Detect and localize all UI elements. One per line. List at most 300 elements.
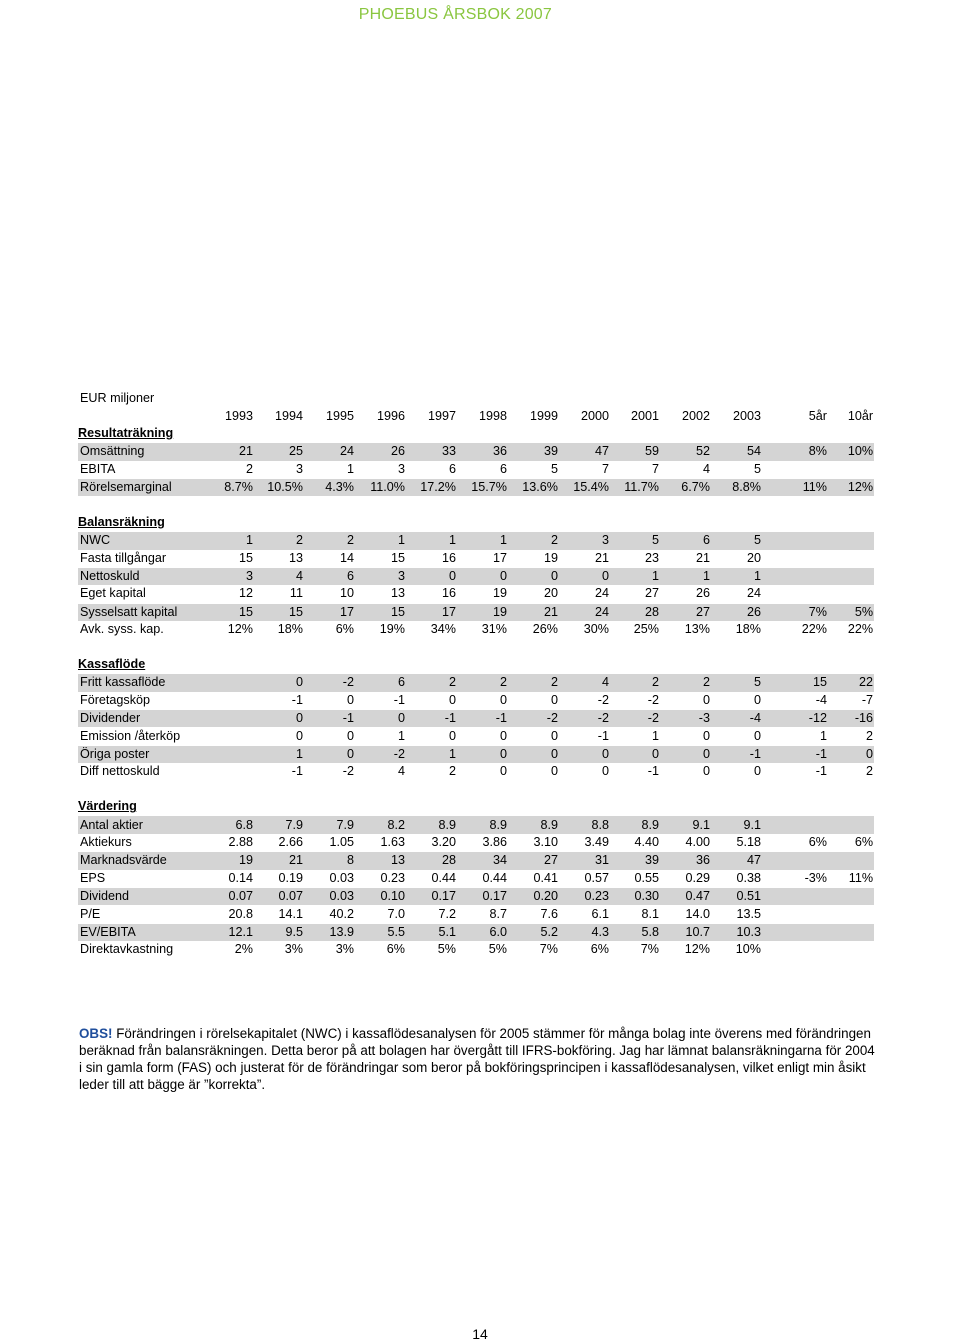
table-row — [78, 816, 874, 834]
table-cell: -2 — [508, 710, 559, 728]
unit-label: EUR miljoner — [80, 391, 155, 406]
table-cell — [828, 550, 874, 568]
table-cell: 47 — [711, 852, 762, 870]
table-cell: 0 — [753, 728, 761, 743]
table-cell: 5% — [828, 603, 874, 621]
table-cell: -1 — [597, 728, 609, 743]
table-cell: 15 — [238, 550, 253, 565]
table-cell: 1.63 — [380, 834, 405, 849]
table-cell: 0 — [559, 745, 610, 763]
table-cell: -12 — [762, 710, 828, 728]
row-label: Direktavkastning — [80, 942, 174, 957]
table-cell: 0.07 — [254, 887, 304, 905]
table-cell: 21 — [196, 443, 254, 461]
table-cell: 13% — [684, 622, 710, 637]
table-cell: 10.7 — [660, 923, 711, 941]
table-cell: 1 — [355, 532, 406, 550]
table-cell: 1 — [610, 567, 660, 585]
table-cell: 26 — [695, 586, 710, 601]
table-cell: 3.86 — [482, 834, 507, 849]
column-header: 10år — [847, 408, 874, 423]
row-label: Dividend — [78, 887, 196, 905]
table-cell: 0.20 — [508, 887, 559, 905]
section-title: Kassaflöde — [78, 657, 146, 672]
section-title-row — [78, 425, 874, 443]
row-label: Diff nettoskuld — [80, 764, 160, 779]
table-cell: 15 — [762, 674, 828, 692]
table-cell: 0.23 — [559, 887, 610, 905]
table-cell: 3% — [284, 942, 303, 957]
table-cell: 26 — [711, 603, 762, 621]
table-cell: 0.57 — [584, 870, 609, 885]
table-cell: 6% — [335, 622, 354, 637]
table-cell: 10 — [339, 586, 354, 601]
table-cell: 15.7% — [457, 478, 508, 496]
table-cell: 6% — [386, 942, 405, 957]
table-cell: 3% — [335, 942, 354, 957]
table-cell: 0 — [254, 674, 304, 692]
column-header: 1997 — [427, 408, 456, 423]
table-cell: -2 — [342, 764, 354, 779]
table-cell: 0 — [702, 764, 710, 779]
table-row — [78, 478, 874, 496]
table-cell: 27 — [508, 852, 559, 870]
table-cell: 11.7% — [610, 478, 660, 496]
table-cell: 27 — [644, 586, 659, 601]
row-label: Nettoskuld — [78, 567, 196, 585]
table-cell — [196, 710, 254, 728]
table-row — [78, 532, 874, 550]
table-cell: 10% — [735, 942, 761, 957]
table-row — [78, 621, 874, 638]
table-cell: 17 — [406, 603, 457, 621]
table-cell: -1 — [647, 764, 659, 779]
table-cell: 4 — [559, 674, 610, 692]
table-cell: -1 — [291, 764, 303, 779]
column-header: 1995 — [325, 408, 354, 423]
table-cell: 0 — [346, 692, 354, 707]
table-cell — [762, 852, 828, 870]
table-cell: 7% — [539, 942, 558, 957]
table-cell: -1 — [406, 710, 457, 728]
table-cell — [762, 585, 828, 603]
table-cell: 3 — [397, 461, 405, 476]
table-row — [78, 745, 874, 763]
table-cell: 5 — [711, 674, 762, 692]
table-cell: 12 — [238, 586, 253, 601]
table-cell: 5% — [488, 942, 507, 957]
table-cell: -16 — [828, 710, 874, 728]
table-row — [78, 674, 874, 692]
table-row — [78, 905, 874, 923]
table-cell: 0 — [508, 745, 559, 763]
table-cell: 6% — [590, 942, 609, 957]
table-cell: 1 — [346, 461, 354, 476]
table-cell: 10.3 — [711, 923, 762, 941]
table-cell: 0.44 — [431, 870, 456, 885]
table-cell: 11.0% — [355, 478, 406, 496]
row-label: Omsättning — [78, 443, 196, 461]
table-cell: 54 — [711, 443, 762, 461]
table-cell: 6 — [499, 461, 507, 476]
table-cell: 8.8% — [711, 478, 762, 496]
table-cell: 20.8 — [228, 906, 253, 921]
table-cell: 0 — [550, 692, 558, 707]
table-cell: 34 — [457, 852, 508, 870]
table-cell: 13 — [288, 550, 303, 565]
table-cell — [762, 905, 828, 923]
table-cell: -1 — [711, 745, 762, 763]
table-cell: 28 — [610, 603, 660, 621]
table-row — [78, 443, 874, 461]
table-cell: 0.10 — [355, 887, 406, 905]
row-label: EV/EBITA — [78, 923, 196, 941]
table-cell: 0 — [601, 764, 609, 779]
table-cell: 1 — [711, 567, 762, 585]
table-cell: 0 — [406, 567, 457, 585]
table-cell: 24 — [304, 443, 355, 461]
table-cell: 25 — [254, 443, 304, 461]
table-cell: 31% — [481, 622, 507, 637]
row-label: Antal aktier — [78, 816, 196, 834]
table-cell: 6.0 — [457, 923, 508, 941]
table-cell: 3 — [355, 567, 406, 585]
table-cell: 15 — [390, 550, 405, 565]
table-cell: 8 — [304, 852, 355, 870]
table-cell: 19% — [379, 622, 405, 637]
table-cell: -2 — [647, 692, 659, 707]
table-cell: 6% — [854, 834, 874, 849]
table-cell: 8.7% — [196, 478, 254, 496]
row-label: Avk. syss. kap. — [80, 622, 164, 637]
column-header: 1998 — [478, 408, 507, 423]
table-cell: 2 — [866, 728, 874, 743]
table-cell — [828, 852, 874, 870]
table-cell: 20 — [543, 586, 558, 601]
table-cell: 6% — [808, 834, 827, 849]
table-cell: 7.9 — [304, 816, 355, 834]
table-cell: 30% — [583, 622, 609, 637]
table-cell: 0 — [610, 745, 660, 763]
table-cell: -1 — [291, 692, 303, 707]
table-cell: 2 — [508, 532, 559, 550]
table-cell: -3 — [660, 710, 711, 728]
table-cell: 16 — [441, 550, 456, 565]
table-row — [78, 834, 874, 852]
table-cell: -4 — [815, 692, 827, 707]
table-cell: 6.1 — [591, 906, 609, 921]
table-cell: 14.0 — [685, 906, 710, 921]
row-label: Aktiekurs — [80, 834, 132, 849]
table-cell: 0 — [254, 710, 304, 728]
row-label: NWC — [78, 532, 196, 550]
table-cell: 2 — [304, 532, 355, 550]
table-cell: 7% — [640, 942, 659, 957]
table-cell: 6 — [304, 567, 355, 585]
table-cell: -1 — [457, 710, 508, 728]
table-cell: 17 — [492, 550, 507, 565]
table-row — [78, 567, 874, 585]
table-cell: 47 — [559, 443, 610, 461]
table-cell: 6.8 — [196, 816, 254, 834]
table-cell: 7% — [762, 603, 828, 621]
table-cell: 3 — [196, 567, 254, 585]
row-label: EBITA — [80, 461, 116, 476]
table-cell: 5 — [610, 532, 660, 550]
table-cell: 8.9 — [457, 816, 508, 834]
table-cell: 8% — [762, 443, 828, 461]
table-cell — [196, 692, 254, 710]
table-cell: 7.9 — [254, 816, 304, 834]
table-cell: 11% — [762, 478, 828, 496]
row-label: Marknadsvärde — [78, 852, 196, 870]
table-cell — [828, 461, 874, 479]
table-row — [78, 941, 874, 958]
table-cell: 21 — [508, 603, 559, 621]
table-cell — [762, 941, 828, 958]
table-cell: 33 — [406, 443, 457, 461]
row-label: Öriga poster — [78, 745, 196, 763]
table-cell: 0 — [753, 692, 761, 707]
row-label: Eget kapital — [80, 586, 146, 601]
table-cell: -1 — [304, 710, 355, 728]
table-cell: 13.9 — [304, 923, 355, 941]
table-cell: 8.2 — [355, 816, 406, 834]
table-cell: 0 — [499, 692, 507, 707]
table-cell: -2 — [610, 710, 660, 728]
table-cell: 39 — [610, 852, 660, 870]
table-cell: 0.14 — [228, 870, 253, 885]
table-cell — [196, 674, 254, 692]
table-cell: 6.7% — [660, 478, 711, 496]
table-cell — [828, 905, 874, 923]
table-cell — [196, 727, 254, 745]
table-cell: 0.07 — [196, 887, 254, 905]
table-cell: 18% — [277, 622, 303, 637]
table-row — [78, 923, 874, 941]
table-cell: 19 — [196, 852, 254, 870]
table-cell — [762, 461, 828, 479]
table-cell: 4.3 — [559, 923, 610, 941]
table-cell: 11 — [289, 586, 303, 601]
table-cell: 2 — [610, 674, 660, 692]
table-cell: 18% — [735, 622, 761, 637]
table-cell: 19 — [543, 550, 558, 565]
table-cell: 2 — [660, 674, 711, 692]
table-cell: 0 — [660, 745, 711, 763]
financial-table — [78, 390, 874, 959]
table-cell: -2 — [355, 745, 406, 763]
section-title: Balansräkning — [78, 514, 165, 529]
table-cell: 1 — [254, 745, 304, 763]
table-cell: 0.55 — [634, 870, 659, 885]
column-header: 1994 — [274, 408, 303, 423]
table-cell: 7 — [651, 461, 659, 476]
table-cell: 0 — [448, 692, 456, 707]
page-header-title: PHOEBUS ÅRSBOK 2007 — [358, 6, 552, 23]
table-cell: 0.30 — [610, 887, 660, 905]
table-cell: 22 — [828, 674, 874, 692]
table-cell: 0.44 — [482, 870, 507, 885]
table-cell: 9.1 — [711, 816, 762, 834]
table-cell: 19 — [457, 603, 508, 621]
table-cell: 15 — [254, 603, 304, 621]
table-cell: 52 — [660, 443, 711, 461]
table-cell: 0 — [346, 728, 354, 743]
table-cell: -1 — [762, 745, 828, 763]
table-cell: 13 — [390, 586, 405, 601]
table-cell: 2 — [448, 764, 456, 779]
table-cell: 2 — [866, 764, 874, 779]
section-title: Resultaträkning — [78, 425, 174, 440]
table-cell: 0 — [457, 745, 508, 763]
table-cell: 6 — [355, 674, 406, 692]
table-row — [78, 852, 874, 870]
table-cell: 0.17 — [457, 887, 508, 905]
table-cell: 15.4% — [559, 478, 610, 496]
table-cell: 0.29 — [685, 870, 710, 885]
table-cell: 11% — [848, 870, 874, 885]
row-label: Företagsköp — [80, 692, 151, 707]
table-cell: 3.49 — [584, 834, 609, 849]
table-row — [78, 550, 874, 568]
table-cell: 2 — [406, 674, 457, 692]
column-header: 2001 — [630, 408, 659, 423]
table-cell — [762, 532, 828, 550]
table-row — [78, 887, 874, 905]
table-cell: 23 — [644, 550, 659, 565]
table-cell — [828, 941, 874, 958]
table-cell: 0.03 — [304, 887, 355, 905]
header-blank — [78, 407, 196, 424]
table-cell: 13.6% — [508, 478, 559, 496]
table-cell: 24 — [594, 586, 609, 601]
table-row — [78, 692, 874, 710]
table-cell: 21 — [254, 852, 304, 870]
table-cell: 0.41 — [533, 870, 558, 885]
table-cell: 7.2 — [438, 906, 456, 921]
row-label: Emission /återköp — [80, 728, 181, 743]
table-cell: 21 — [695, 550, 710, 565]
table-cell: -2 — [304, 674, 355, 692]
note-label: OBS! — [79, 1026, 113, 1041]
table-cell: 3 — [559, 532, 610, 550]
table-cell: 0 — [702, 728, 710, 743]
table-cell: 4 — [702, 461, 710, 476]
column-header: 1999 — [529, 408, 558, 423]
table-cell: 1 — [406, 532, 457, 550]
table-cell: 12% — [828, 478, 874, 496]
table-cell: 36 — [457, 443, 508, 461]
section-title-row — [78, 798, 874, 816]
table-cell — [762, 550, 828, 568]
table-cell: 2 — [254, 532, 304, 550]
table-cell: 0.03 — [329, 870, 354, 885]
table-cell: 7.6 — [540, 906, 558, 921]
table-cell: 3.10 — [533, 834, 558, 849]
table-cell: 0.38 — [736, 870, 761, 885]
unit-row — [78, 390, 874, 407]
table-cell: 2.66 — [278, 834, 303, 849]
table-cell: 3.20 — [431, 834, 456, 849]
table-cell — [196, 745, 254, 763]
table-cell: 0 — [550, 728, 558, 743]
table-cell: 2 — [508, 674, 559, 692]
table-cell: 19 — [492, 586, 507, 601]
table-cell: 5 — [550, 461, 558, 476]
table-cell: 8.9 — [610, 816, 660, 834]
section-spacer — [78, 496, 874, 513]
section-title-row — [78, 656, 874, 674]
table-cell — [762, 923, 828, 941]
table-cell: 2 — [457, 674, 508, 692]
year-header-row — [78, 407, 874, 424]
section-title: Värdering — [78, 799, 137, 814]
row-label: P/E — [80, 906, 101, 921]
table-cell: 0.23 — [380, 870, 405, 885]
row-label: Rörelsemarginal — [78, 478, 196, 496]
table-row — [78, 870, 874, 888]
table-cell: 6 — [448, 461, 456, 476]
table-cell: 13.5 — [736, 906, 761, 921]
table-cell — [828, 585, 874, 603]
table-cell: 7.0 — [387, 906, 405, 921]
row-label: Sysselsatt kapital — [78, 603, 196, 621]
table-row — [78, 710, 874, 728]
table-cell: 4.40 — [634, 834, 659, 849]
table-cell — [828, 816, 874, 834]
table-cell: 14 — [339, 550, 354, 565]
table-cell: 0 — [828, 745, 874, 763]
column-header: 1993 — [224, 408, 253, 423]
column-header: 2000 — [580, 408, 609, 423]
table-cell — [828, 532, 874, 550]
table-row — [78, 461, 874, 479]
table-cell — [828, 923, 874, 941]
column-header: 1996 — [376, 408, 405, 423]
table-cell: 12% — [227, 622, 253, 637]
table-cell: 5.8 — [610, 923, 660, 941]
table-cell: 8.7 — [489, 906, 507, 921]
table-cell: 4 — [254, 567, 304, 585]
table-cell: -1 — [815, 764, 827, 779]
table-cell: 26 — [355, 443, 406, 461]
table-cell: 0 — [550, 764, 558, 779]
table-cell — [828, 567, 874, 585]
table-cell: -2 — [597, 692, 609, 707]
table-cell: -7 — [861, 692, 874, 707]
table-cell: 1 — [819, 728, 827, 743]
note-text: Förändringen i rörelsekapitalet (NWC) i kassaflödesanalysen för 2005 stämmer för många bolag inte överens med förändringen beräknad från balansräkningen. Detta beror på att bolagen har övergått till IFRS-bokföring. Jag har lämnat balansräkningarna för 2004 i sin gamla form (FAS) och justerat för de förändringar som beror på bokföringsprincipen i kassaflödesanalysen, vilket enligt min åsikt leder till att bägge är ”korrekta”. — [79, 1026, 875, 1092]
table-cell: -1 — [393, 692, 405, 707]
table-cell: 59 — [610, 443, 660, 461]
table-cell: 5.18 — [736, 834, 761, 849]
table-cell: 12.1 — [196, 923, 254, 941]
table-cell: -4 — [711, 710, 762, 728]
table-cell: 28 — [406, 852, 457, 870]
table-cell: 0 — [295, 728, 303, 743]
table-cell: 3 — [295, 461, 303, 476]
table-cell — [762, 887, 828, 905]
table-cell: 6 — [660, 532, 711, 550]
table-cell — [762, 816, 828, 834]
section-title-row — [78, 514, 874, 532]
table-cell: 1 — [196, 532, 254, 550]
table-cell: 22% — [847, 622, 874, 637]
table-cell: 22% — [801, 622, 827, 637]
table-cell: 1 — [660, 567, 711, 585]
table-cell: 7 — [601, 461, 609, 476]
